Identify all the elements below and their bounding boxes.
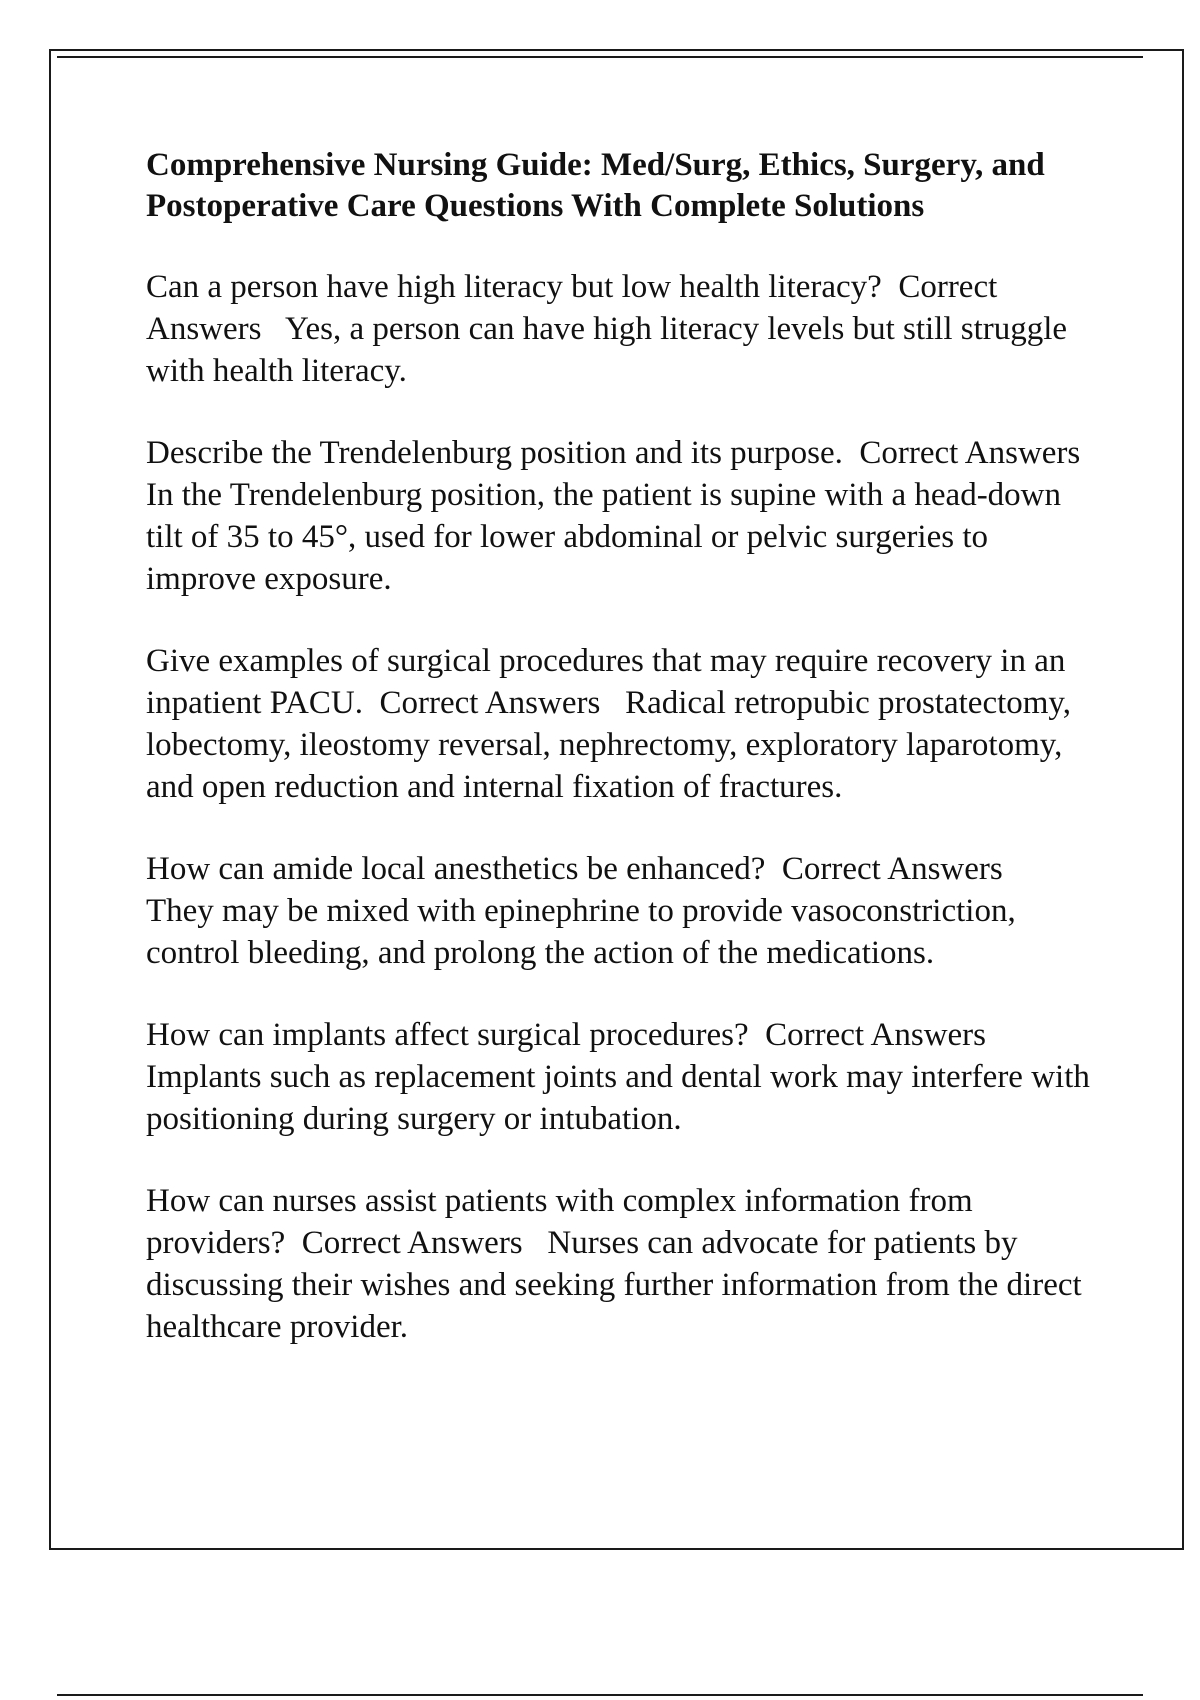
- qa-item: How can implants affect surgical procedures? Correct Answers Implants such as replacement joints and dental work may interfere with positioning during surgery or intubation.: [146, 1017, 1099, 1137]
- qa-item: How can amide local anesthetics be enhanced? Correct Answers They may be mixed with epinephrine to provide vasoconstriction, control bleeding, and prolong the action of the medications.: [146, 851, 1027, 971]
- qa-item: Describe the Trendelenburg position and its purpose. Correct Answers In the Trendelenburg position, the patient is supine with a head-down tilt of 35 to 45°, used for lower abdominal or pelvic surgeries to improve exposure.: [146, 435, 1105, 597]
- qa-item: Give examples of surgical procedures that may require recovery in an inpatient PACU. Correct Answers Radical retropubic prostatectomy, lobectomy, ileostomy reversal, nephrectomy, exploratory laparotomy, and open reduction and internal fixation of fractures.: [146, 643, 1080, 805]
- qa-item: Can a person have high literacy but low health literacy? Correct Answers Yes, a person can have high literacy levels but still struggle with health literacy.: [146, 269, 1076, 389]
- bottom-rule: [57, 1694, 1143, 1696]
- document-content: [146, 145, 1105, 1388]
- top-rule: [57, 56, 1143, 58]
- qa-item: How can nurses assist patients with complex information from providers? Correct Answers Nurses can advocate for patients by discussing their wishes and seeking further information from the direct healthcare provider.: [146, 1183, 1090, 1345]
- document-title: Comprehensive Nursing Guide: Med/Surg, Ethics, Surgery, and Postoperative Care Questions With Complete Solutions: [146, 147, 1045, 224]
